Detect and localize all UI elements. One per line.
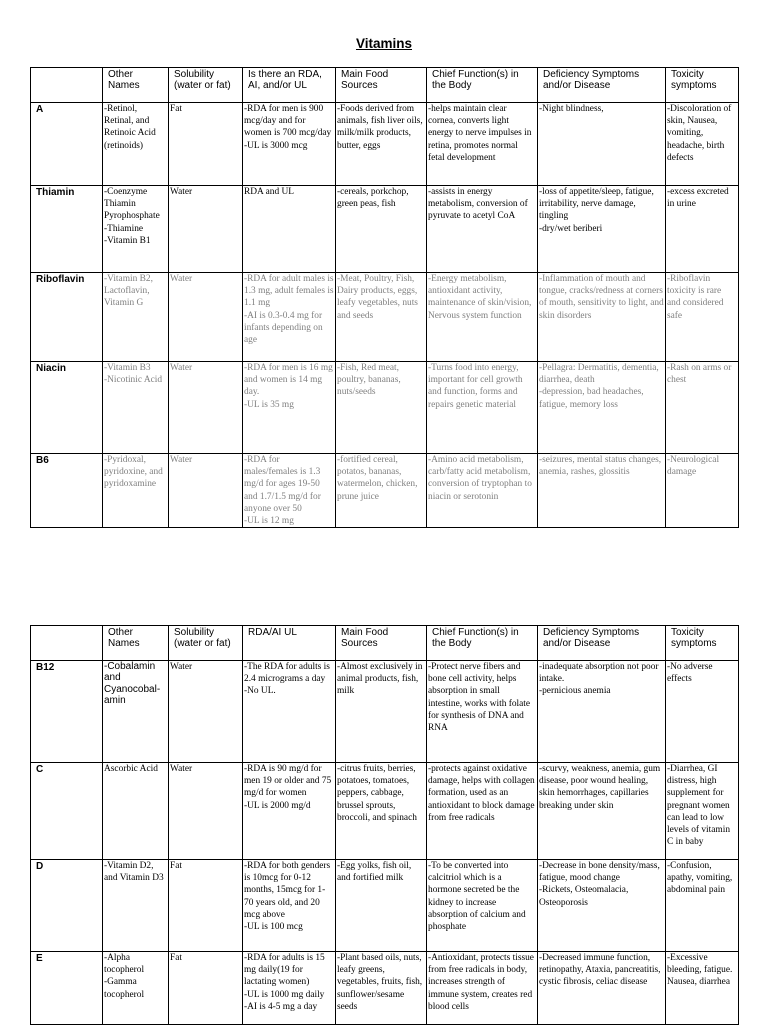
food-sources-cell: -Fish, Red meat, poultry, bananas, nuts/seeds bbox=[336, 362, 427, 454]
function-cell: -Energy metabolism, antioxidant activity, maintenance of skin/vision, Nervous system function bbox=[427, 273, 538, 362]
function-cell: -To be converted into calcitriol which is a hormone secreted be the kidney to increase absorption of calcium and phosphate bbox=[427, 860, 538, 952]
table-row bbox=[31, 763, 739, 860]
toxicity-cell: -Discoloration of skin, Nausea, vomiting, headache, birth defects bbox=[666, 103, 739, 186]
other-names-cell: -Vitamin B2, Lactoflavin, Vitamin G bbox=[103, 273, 169, 362]
vitamin-name-cell: E bbox=[31, 952, 103, 1025]
column-header: Solubility (water or fat) bbox=[169, 68, 243, 103]
vitamin-name-cell: B12 bbox=[31, 661, 103, 763]
toxicity-cell: -Diarrhea, GI distress, high supplement for pregnant women can lead to low levels of vitamin C in baby bbox=[666, 763, 739, 860]
other-names-cell: -Retinol, Retinal, and Retinoic Acid (retinoids) bbox=[103, 103, 169, 186]
table-row bbox=[31, 661, 739, 763]
other-names-cell: -Coenzyme Thiamin Pyrophosphate -Thiamine -Vitamin B1 bbox=[103, 186, 169, 273]
rda-cell: -RDA for adults is 15 mg daily(19 for lactating women) -UL is 1000 mg daily -AI is 4-5 mg a day bbox=[243, 952, 336, 1025]
other-names-cell: -Cobalamin and Cyanocobal-amin bbox=[103, 661, 169, 763]
solubility-cell: Fat bbox=[169, 103, 243, 186]
column-header: RDA/AI UL bbox=[243, 626, 336, 661]
rda-cell: -RDA is 90 mg/d for men 19 or older and 75 mg/d for women -UL is 2000 mg/d bbox=[243, 763, 336, 860]
toxicity-cell: -Excessive bleeding, fatigue. Nausea, diarrhea bbox=[666, 952, 739, 1025]
toxicity-cell: -excess excreted in urine bbox=[666, 186, 739, 273]
food-sources-cell: -Plant based oils, nuts, leafy greens, vegetables, fruits, fish, sunflower/sesame seeds bbox=[336, 952, 427, 1025]
vitamin-name-cell: A bbox=[31, 103, 103, 186]
column-header: Main Food Sources bbox=[336, 626, 427, 661]
deficiency-cell: -seizures, mental status changes, anemia, rashes, glossitis bbox=[538, 454, 666, 528]
table-row bbox=[31, 952, 739, 1025]
column-header: Other Names bbox=[103, 626, 169, 661]
solubility-cell: Fat bbox=[169, 860, 243, 952]
vitamin-name-cell: Riboflavin bbox=[31, 273, 103, 362]
solubility-cell: Water bbox=[169, 186, 243, 273]
deficiency-cell: -Night blindness, bbox=[538, 103, 666, 186]
deficiency-cell: -inadequate absorption not poor intake. -pernicious anemia bbox=[538, 661, 666, 763]
function-cell: -Antioxidant, protects tissue from free radicals in body, increases strength of immune system, creates red blood cells bbox=[427, 952, 538, 1025]
toxicity-cell: -Riboflavin toxicity is rare and considered safe bbox=[666, 273, 739, 362]
column-header: Toxicity symptoms bbox=[666, 68, 739, 103]
food-sources-cell: -Foods derived from animals, fish liver oils, milk/milk products, butter, eggs bbox=[336, 103, 427, 186]
solubility-cell: Water bbox=[169, 454, 243, 528]
function-cell: -Amino acid metabolism, carb/fatty acid metabolism, conversion of tryptophan to niacin or serotonin bbox=[427, 454, 538, 528]
page-title bbox=[0, 36, 768, 51]
rda-cell: -RDA for both genders is 10mcg for 0-12 months, 15mcg for 1-70 years old, and 20 mcg above -UL is 100 mcg bbox=[243, 860, 336, 952]
column-header: Solubility (water or fat) bbox=[169, 626, 243, 661]
title-text: Vitamins bbox=[355, 36, 413, 51]
deficiency-cell: -scurvy, weakness, anemia, gum disease, poor wound healing, skin hemorrhages, capillaries breaking under skin bbox=[538, 763, 666, 860]
toxicity-cell: -Confusion, apathy, vomiting, abdominal pain bbox=[666, 860, 739, 952]
toxicity-cell: -Neurological damage bbox=[666, 454, 739, 528]
column-header: Is there an RDA, AI, and/or UL bbox=[243, 68, 336, 103]
other-names-cell: -Alpha tocopherol -Gamma tocopherol bbox=[103, 952, 169, 1025]
vitamins-table-2 bbox=[30, 625, 739, 1025]
column-header: Toxicity symptoms bbox=[666, 626, 739, 661]
vitamin-name-cell: C bbox=[31, 763, 103, 860]
deficiency-cell: -loss of appetite/sleep, fatigue, irritability, nerve damage, tingling -dry/wet beriberi bbox=[538, 186, 666, 273]
column-header: Chief Function(s) in the Body bbox=[427, 68, 538, 103]
table-row bbox=[31, 454, 739, 528]
header-row bbox=[31, 68, 739, 103]
column-header: Chief Function(s) in the Body bbox=[427, 626, 538, 661]
solubility-cell: Fat bbox=[169, 952, 243, 1025]
solubility-cell: Water bbox=[169, 362, 243, 454]
vitamin-name-cell: B6 bbox=[31, 454, 103, 528]
column-header: Deficiency Symptoms and/or Disease bbox=[538, 626, 666, 661]
rda-cell: -The RDA for adults is 2.4 micrograms a day -No UL. bbox=[243, 661, 336, 763]
food-sources-cell: -Almost exclusively in animal products, fish, milk bbox=[336, 661, 427, 763]
deficiency-cell: -Decrease in bone density/mass, fatigue, mood change -Rickets, Osteomalacia, Osteoporosis bbox=[538, 860, 666, 952]
food-sources-cell: -Egg yolks, fish oil, and fortified milk bbox=[336, 860, 427, 952]
table-row bbox=[31, 103, 739, 186]
rda-cell: -RDA for adult males is 1.3 mg, adult females is 1.1 mg -AI is 0.3-0.4 mg for infants depending on age bbox=[243, 273, 336, 362]
food-sources-cell: -citrus fruits, berries, potatoes, tomatoes, peppers, cabbage, brussel sprouts, broccoli, and spinach bbox=[336, 763, 427, 860]
other-names-cell: -Vitamin B3 -Nicotinic Acid bbox=[103, 362, 169, 454]
food-sources-cell: -Meat, Poultry, Fish, Dairy products, eggs, leafy vegetables, nuts and seeds bbox=[336, 273, 427, 362]
food-sources-cell: -cereals, porkchop, green peas, fish bbox=[336, 186, 427, 273]
column-header: Other Names bbox=[103, 68, 169, 103]
header-row bbox=[31, 626, 739, 661]
function-cell: -assists in energy metabolism, conversion of pyruvate to acetyl CoA bbox=[427, 186, 538, 273]
food-sources-cell: -fortified cereal, potatos, bananas, watermelon, chicken, prune juice bbox=[336, 454, 427, 528]
vitamin-name-cell: Thiamin bbox=[31, 186, 103, 273]
rda-cell: -RDA for men is 16 mg and women is 14 mg day. -UL is 35 mg bbox=[243, 362, 336, 454]
column-header bbox=[31, 68, 103, 103]
solubility-cell: Water bbox=[169, 273, 243, 362]
toxicity-cell: -No adverse effects bbox=[666, 661, 739, 763]
solubility-cell: Water bbox=[169, 661, 243, 763]
column-header: Deficiency Symptoms and/or Disease bbox=[538, 68, 666, 103]
other-names-cell: -Vitamin D2, and Vitamin D3 bbox=[103, 860, 169, 952]
table-row bbox=[31, 860, 739, 952]
vitamin-name-cell: Niacin bbox=[31, 362, 103, 454]
rda-cell: -RDA for men is 900 mcg/day and for women is 700 mcg/day -UL is 3000 mcg bbox=[243, 103, 336, 186]
rda-cell: -RDA for males/females is 1.3 mg/d for ages 19-50 and 1.7/1.5 mg/d for anyone over 50 -UL is 12 mg bbox=[243, 454, 336, 528]
function-cell: -protects against oxidative damage, helps with collagen formation, used as an antioxidant to block damage from free radicals bbox=[427, 763, 538, 860]
table-row bbox=[31, 362, 739, 454]
other-names-cell: Ascorbic Acid bbox=[103, 763, 169, 860]
rda-cell: RDA and UL bbox=[243, 186, 336, 273]
toxicity-cell: -Rash on arms or chest bbox=[666, 362, 739, 454]
column-header bbox=[31, 626, 103, 661]
function-cell: -Protect nerve fibers and bone cell activity, helps absorption in small intestine, works with folate for synthesis of DNA and RNA bbox=[427, 661, 538, 763]
function-cell: -Turns food into energy, important for cell growth and function, forms and repairs genetic material bbox=[427, 362, 538, 454]
column-header: Main Food Sources bbox=[336, 68, 427, 103]
deficiency-cell: -Inflammation of mouth and tongue, cracks/redness at corners of mouth, sensitivity to light, and skin disorders bbox=[538, 273, 666, 362]
function-cell: -helps maintain clear cornea, converts light energy to nerve impulses in retina, promotes normal fetal development bbox=[427, 103, 538, 186]
other-names-cell: -Pyridoxal, pyridoxine, and pyridoxamine bbox=[103, 454, 169, 528]
vitamin-name-cell: D bbox=[31, 860, 103, 952]
table-row bbox=[31, 186, 739, 273]
deficiency-cell: -Decreased immune function, retinopathy, Ataxia, pancreatitis, cystic fibrosis, celiac disease bbox=[538, 952, 666, 1025]
table-row bbox=[31, 273, 739, 362]
solubility-cell: Water bbox=[169, 763, 243, 860]
vitamins-table-1 bbox=[30, 67, 739, 528]
deficiency-cell: -Pellagra: Dermatitis, dementia, diarrhea, death -depression, bad headaches, fatigue, memory loss bbox=[538, 362, 666, 454]
